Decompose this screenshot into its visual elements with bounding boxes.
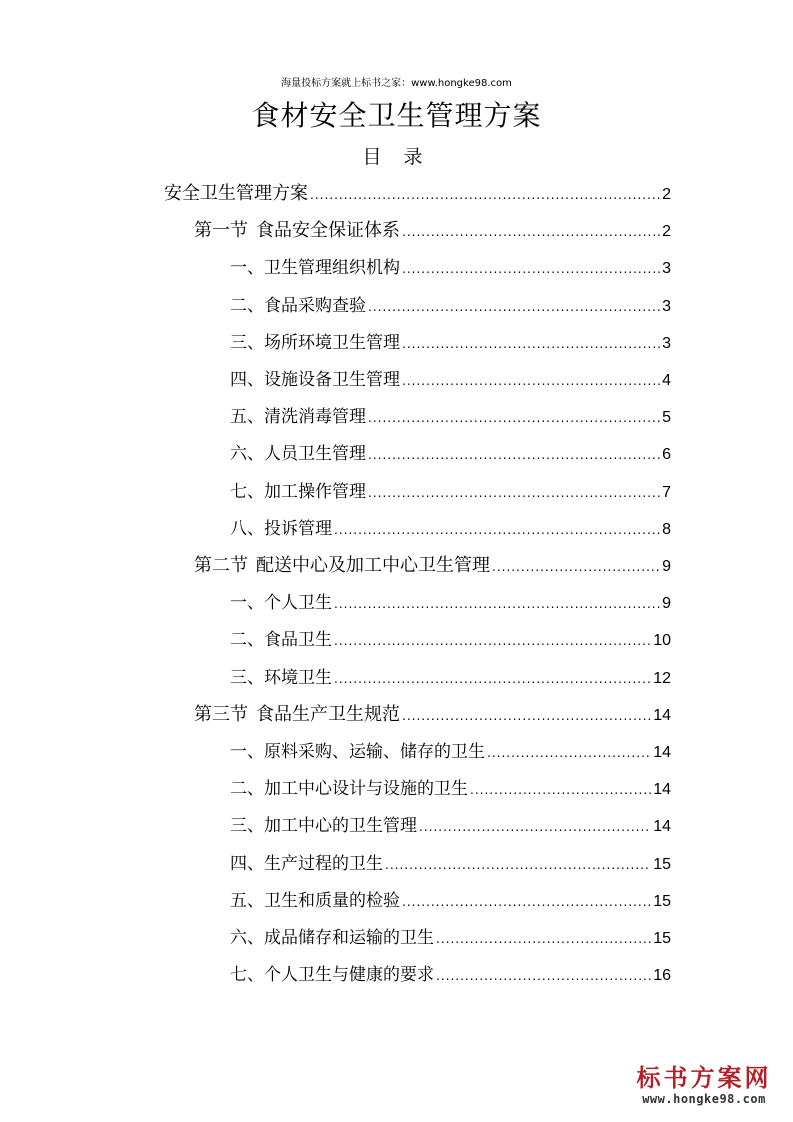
toc-entry-label: 七、个人卫生与健康的要求 bbox=[230, 965, 434, 986]
toc-entry-title bbox=[230, 660, 332, 696]
toc-entry-title bbox=[230, 399, 366, 435]
toc-leader-dots bbox=[487, 735, 651, 771]
toc-entry-title bbox=[230, 957, 434, 993]
toc-entry-label: 一、原料采购、运输、储存的卫生 bbox=[230, 742, 485, 762]
toc-entry-label: 一、卫生管理组织机构 bbox=[230, 258, 400, 279]
toc-page-number: 16 bbox=[653, 967, 671, 985]
document-title: 食材安全卫生管理方案 bbox=[251, 99, 542, 132]
toc-page-number: 14 bbox=[653, 818, 671, 836]
toc-page-number: 15 bbox=[653, 855, 671, 873]
toc-entry-title bbox=[230, 846, 383, 882]
toc-section-number: 第一节 bbox=[194, 220, 248, 242]
toc-entry-label: 三、加工中心的卫生管理 bbox=[230, 816, 417, 837]
toc-entry[interactable] bbox=[230, 660, 671, 696]
toc-page-number: 6 bbox=[662, 446, 671, 464]
toc-entry-label: 配送中心及加工中心卫生管理 bbox=[256, 555, 490, 576]
toc-leader-dots bbox=[402, 214, 660, 250]
toc-leader-dots bbox=[402, 363, 660, 399]
toc-entry[interactable] bbox=[230, 288, 671, 324]
toc-section-number: 第二节 bbox=[194, 555, 248, 576]
toc-entry-title bbox=[230, 288, 366, 324]
toc-entry-title bbox=[230, 474, 366, 510]
toc-entry[interactable] bbox=[230, 585, 671, 621]
toc-entry[interactable] bbox=[230, 846, 671, 882]
toc-leader-dots bbox=[492, 549, 660, 585]
toc-page-number: 15 bbox=[653, 892, 671, 910]
toc-entry-label: 四、设施设备卫生管理 bbox=[230, 370, 400, 390]
toc-section-number: 第三节 bbox=[194, 703, 248, 725]
toc-page-number: 14 bbox=[653, 744, 671, 761]
toc-page-number: 9 bbox=[662, 595, 671, 613]
toc-entry[interactable] bbox=[230, 734, 671, 770]
toc-leader-dots bbox=[334, 623, 651, 659]
toc-page-number: 10 bbox=[653, 632, 671, 650]
toc-entry-title bbox=[194, 697, 400, 733]
toc-leader-dots bbox=[402, 698, 651, 734]
toc-entry-title bbox=[230, 734, 485, 770]
toc-entry[interactable] bbox=[230, 511, 671, 547]
toc-entry-label: 八、投诉管理 bbox=[230, 518, 332, 539]
toc-entry-label: 三、场所环境卫生管理 bbox=[230, 332, 400, 353]
toc-entry[interactable] bbox=[230, 250, 671, 286]
toc-entry-title bbox=[194, 548, 490, 584]
toc-page-number: 2 bbox=[662, 186, 671, 203]
toc-entry[interactable] bbox=[194, 697, 671, 733]
toc-entry-label: 三、环境卫生 bbox=[230, 667, 332, 688]
toc-leader-dots bbox=[368, 289, 660, 325]
toc-leader-dots bbox=[368, 475, 660, 511]
toc-entry-title bbox=[230, 920, 434, 956]
toc-leader-dots bbox=[385, 847, 651, 883]
toc-entry-label: 二、食品采购查验 bbox=[230, 295, 366, 316]
toc-entry[interactable] bbox=[230, 325, 671, 361]
toc-entry-label: 四、生产过程的卫生 bbox=[230, 853, 383, 874]
toc-leader-dots bbox=[368, 437, 660, 473]
toc-entry[interactable] bbox=[230, 957, 671, 993]
toc-entry-title bbox=[230, 325, 400, 361]
toc-entry-label: 六、人员卫生管理 bbox=[230, 444, 366, 465]
toc-entry-label: 二、加工中心设计与设施的卫生 bbox=[230, 779, 468, 800]
toc-entry-label: 一、个人卫生 bbox=[230, 593, 332, 614]
toc-leader-dots bbox=[334, 586, 660, 622]
toc-entry-title bbox=[230, 808, 417, 844]
toc-entry[interactable] bbox=[230, 883, 671, 919]
toc-entry-label: 食品生产卫生规范 bbox=[256, 703, 400, 725]
toc-entry-label: 七、加工操作管理 bbox=[230, 481, 366, 502]
toc-entry-label: 五、卫生和质量的检验 bbox=[230, 890, 400, 911]
toc-entry[interactable] bbox=[230, 920, 671, 956]
toc-leader-dots bbox=[402, 326, 660, 362]
toc-entry-label: 五、清洗消毒管理 bbox=[230, 407, 366, 428]
toc-leader-dots bbox=[419, 809, 651, 845]
toc-entry-label: 六、成品储存和运输的卫生 bbox=[230, 928, 434, 948]
toc-heading: 目 录 bbox=[362, 146, 431, 168]
toc-entry-label: 食品安全保证体系 bbox=[256, 220, 400, 242]
toc-entry-title bbox=[230, 511, 332, 547]
toc-page-number: 14 bbox=[653, 781, 671, 799]
toc-entry[interactable] bbox=[194, 213, 671, 249]
toc-entry-label: 安全卫生管理方案 bbox=[164, 183, 308, 204]
toc-page-number: 8 bbox=[662, 520, 671, 538]
toc-entry-title bbox=[194, 213, 400, 249]
toc-entry-title bbox=[230, 883, 400, 919]
header-note: 海量投标方案就上标书之家：www.hongke98.com bbox=[281, 78, 512, 89]
toc-entry[interactable] bbox=[230, 436, 671, 472]
toc-page-number: 15 bbox=[653, 930, 671, 947]
watermark bbox=[629, 1064, 779, 1106]
toc-page-number: 7 bbox=[662, 483, 671, 501]
toc-entry[interactable] bbox=[230, 474, 671, 510]
toc-entry[interactable] bbox=[230, 808, 671, 844]
toc-entry[interactable] bbox=[164, 176, 671, 212]
toc-entry[interactable] bbox=[230, 362, 671, 398]
toc-leader-dots bbox=[334, 512, 660, 548]
toc-entry[interactable] bbox=[230, 622, 671, 658]
toc-page-number: 2 bbox=[662, 223, 671, 241]
toc-leader-dots bbox=[368, 400, 660, 436]
toc-leader-dots bbox=[402, 251, 660, 287]
toc-leader-dots bbox=[310, 177, 660, 213]
watermark-logo: 标书方案网 bbox=[636, 1064, 772, 1092]
toc-entry-title bbox=[230, 622, 332, 658]
watermark-url: www.hongke98.com bbox=[642, 1092, 766, 1106]
toc-entry-title bbox=[164, 176, 308, 212]
toc-leader-dots bbox=[334, 661, 651, 697]
toc-entry[interactable] bbox=[230, 399, 671, 435]
toc-entry-title bbox=[230, 585, 332, 621]
toc-leader-dots bbox=[470, 772, 651, 808]
toc-page-number: 14 bbox=[653, 706, 671, 724]
toc-leader-dots bbox=[436, 921, 651, 957]
toc-entry-title bbox=[230, 362, 400, 398]
toc-entry-title bbox=[230, 250, 400, 286]
toc-page-number: 4 bbox=[662, 372, 671, 389]
toc-page-number: 5 bbox=[662, 409, 671, 427]
toc-page-number: 3 bbox=[662, 297, 671, 315]
toc-page-number: 9 bbox=[662, 558, 671, 575]
toc-page-number: 12 bbox=[653, 669, 671, 687]
toc-leader-dots bbox=[436, 958, 651, 994]
toc-entry-label: 二、食品卫生 bbox=[230, 630, 332, 651]
toc-leader-dots bbox=[402, 884, 651, 920]
toc-page-number: 3 bbox=[662, 260, 671, 278]
toc-entry-title bbox=[230, 771, 468, 807]
toc-entry[interactable] bbox=[194, 548, 671, 584]
toc-entry-title bbox=[230, 436, 366, 472]
toc-page-number: 3 bbox=[662, 334, 671, 352]
toc-entry[interactable] bbox=[230, 771, 671, 807]
